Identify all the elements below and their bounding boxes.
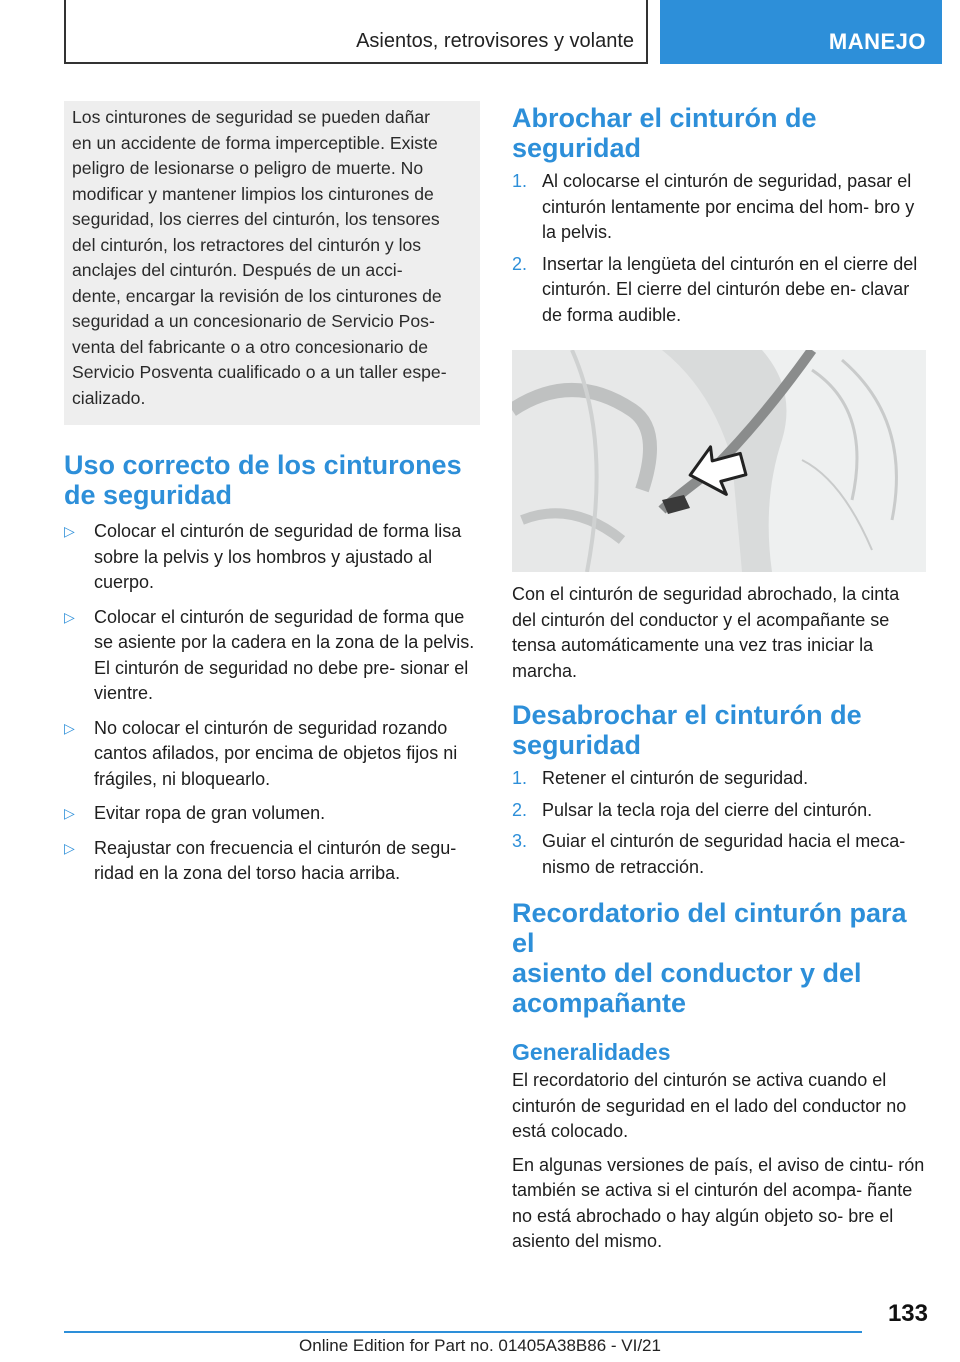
chapter-tab-label: MANEJO: [828, 29, 926, 54]
unfasten-heading-line2: seguridad: [512, 730, 642, 760]
triangle-bullet-icon: ▷: [64, 608, 75, 625]
list-item: [64, 605, 480, 707]
list-item: [512, 252, 926, 329]
list-item-text: Reajustar con frecuencia el cinturón de segu- ridad en la zona del torso hacia arriba.: [94, 837, 457, 883]
list-item-text: Colocar el cinturón de seguridad de forma que se asiente por la cadera en la zona de la pelvis. El cinturón de seguridad no debe pre- sionar el vientre.: [94, 606, 475, 703]
step-number: 2.: [512, 799, 528, 820]
list-item-text: Evitar ropa de gran volumen.: [94, 803, 326, 823]
warning-line: en un accidente de forma imperceptible. Existe: [72, 132, 438, 153]
warning-box: [64, 101, 480, 425]
triangle-bullet-icon: ▷: [64, 523, 75, 539]
step-number: 1.: [512, 171, 528, 191]
footer-divider: [64, 1331, 862, 1333]
triangle-bullet-icon: ▷: [64, 839, 75, 856]
warning-line: modificar y mantener limpios los cinturones de: [72, 183, 434, 204]
step-number: 3.: [512, 831, 528, 851]
warning-line: seguridad a un concesionario de Servicio Pos-: [72, 311, 435, 331]
fasten-heading: [512, 103, 926, 163]
triangle-bullet-icon: ▷: [64, 805, 75, 821]
step-text: Pulsar la tecla roja del cierre del cinturón.: [542, 799, 873, 820]
list-item: [512, 798, 926, 824]
unfasten-heading: [512, 700, 926, 760]
step-number: 2.: [512, 253, 528, 274]
triangle-bullet-icon: ▷: [64, 719, 75, 736]
correct-use-heading-line1: Uso correcto de los cinturones: [64, 450, 462, 480]
step-text: Al colocarse el cinturón de seguridad, pasar el cinturón lentamente por encima del hom- bro y la pelvis.: [542, 171, 915, 242]
right-column: [512, 103, 926, 1255]
reminder-heading-line2: asiento del conductor y del: [512, 958, 862, 988]
list-item: [512, 766, 926, 792]
unfasten-heading-line1: Desabrochar el cinturón de: [512, 700, 862, 730]
header-section-box: [64, 0, 648, 64]
unfasten-steps: [512, 766, 926, 880]
warning-line: Servicio Posventa cualificado o a un taller espe-: [72, 362, 447, 382]
fasten-heading-line1: Abrochar el cinturón de: [512, 103, 817, 133]
seatbelt-photo: [512, 350, 926, 572]
list-item: [64, 519, 480, 596]
warning-line: del cinturón, los retractores del cinturón y los: [72, 234, 422, 255]
step-number: 1.: [512, 768, 528, 788]
step-text: Insertar la lengüeta del cinturón en el cierre del cinturón. El cierre del cinturón debe en- clavar de forma audible.: [542, 253, 918, 325]
reminder-heading: [512, 898, 926, 1018]
warning-line: dente, encargar la revisión de los cinturones de: [72, 285, 442, 306]
warning-line: seguridad, los cierres del cinturón, los tensores: [72, 209, 440, 229]
step-text: Guiar el cinturón de seguridad hacia el meca- nismo de retracción.: [542, 831, 906, 877]
reminder-heading-line1: Recordatorio del cinturón para el: [512, 898, 907, 958]
warning-line: Los cinturones de seguridad se pueden dañar: [72, 107, 431, 127]
chapter-tab[interactable]: [660, 0, 942, 64]
reminder-para-2: En algunas versiones de país, el aviso de cintu- rón también se activa si el cinturón del acompa- ñante no está abrochado o hay algún objeto so- bre el asiento del mismo.: [512, 1154, 925, 1251]
section-title: Asientos, retrovisores y volante: [356, 30, 634, 52]
fasten-after-text: Con el cinturón de seguridad abrochado, la cinta del cinturón del conductor y el acompañante se tensa automáticamente una vez tras iniciar la marcha.: [512, 584, 900, 681]
list-item: [512, 169, 926, 246]
fasten-heading-line2: seguridad: [512, 133, 642, 163]
reminder-heading-line3: acompañante: [512, 988, 687, 1018]
warning-line: anclajes del cinturón. Después de un acci-: [72, 260, 403, 280]
list-item: [64, 801, 480, 827]
warning-line: venta del fabricante o a otro concesionario de: [72, 336, 429, 357]
correct-use-heading-line2: de seguridad: [64, 480, 233, 510]
left-column: [64, 450, 480, 887]
step-text: Retener el cinturón de seguridad.: [542, 768, 809, 788]
reminder-subheading: Generalidades: [512, 1039, 671, 1065]
list-item-text: No colocar el cinturón de seguridad rozando cantos afilados, por encima de objetos fijos ni frágiles, ni bloquearlo.: [94, 717, 458, 789]
list-item: [512, 829, 926, 880]
list-item: [64, 836, 480, 887]
footer-edition-text: Online Edition for Part no. 01405A38B86 - VI/21: [299, 1336, 661, 1355]
list-item-text: Colocar el cinturón de seguridad de forma lisa sobre la pelvis y los hombros y ajustado al cuerpo.: [94, 521, 462, 592]
fasten-steps: [512, 169, 926, 328]
page-number: 133: [887, 1300, 928, 1327]
list-item: [64, 716, 480, 793]
correct-use-heading: [64, 450, 480, 510]
warning-line: cializado.: [72, 387, 146, 408]
reminder-para-1: El recordatorio del cinturón se activa cuando el cinturón de seguridad en el lado del conductor no está colocado.: [512, 1070, 907, 1141]
warning-line: peligro de lesionarse o peligro de muerte. No: [72, 158, 424, 178]
correct-use-list: [64, 519, 480, 887]
